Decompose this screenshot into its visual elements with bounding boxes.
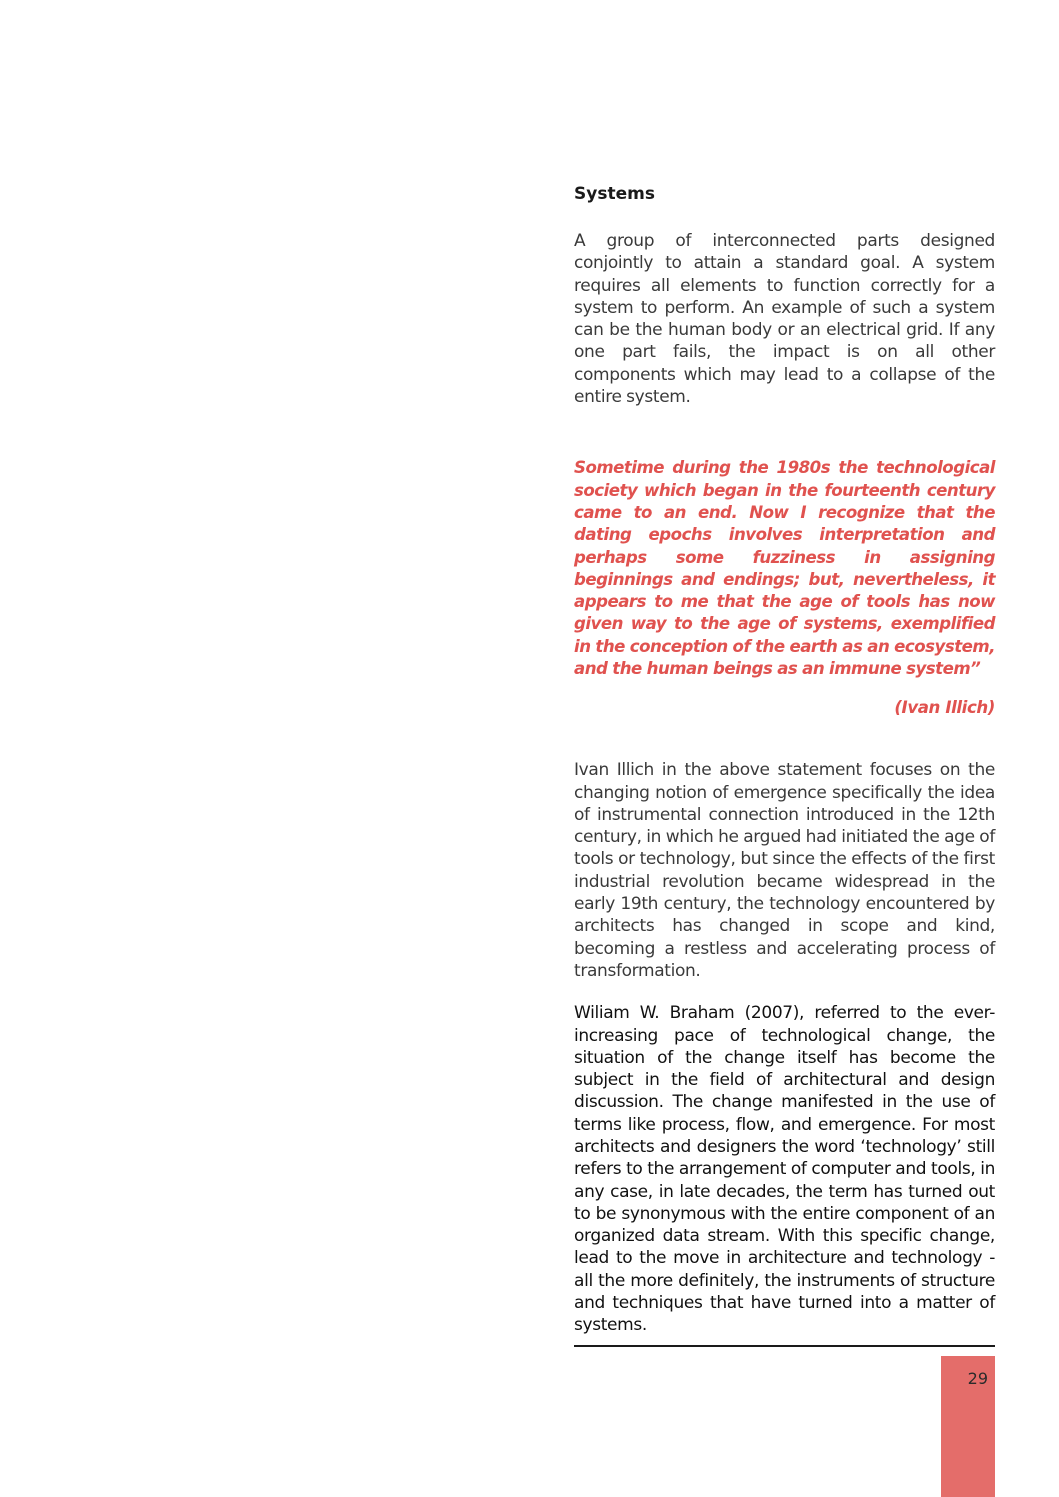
footer-divider — [574, 1345, 995, 1347]
page-number-tab — [941, 1356, 995, 1497]
definition-paragraph: A group of interconnected parts designed conjointly to attain a standard goal. A system requires all elements to function correctly for a system to perform. An example of such a system can be the human body or an electrical grid. If any one part fails, the impact is on all other components which may lead to a collapse of the entire system. — [574, 231, 995, 408]
page-number: 29 — [967, 1369, 988, 1388]
quote-author: (Ivan Illich) — [894, 697, 995, 717]
text-column — [574, 182, 995, 1337]
quote-text: Sometime during the 1980s the technological society which began in the fourteenth century came to an end. Now I recognize that the dating epochs involves interpretation and perhaps some fuzziness in assigning beginnings and endings; but, nevertheless, it appears to me that the age of tools has now given way to the age of systems, exemplified in the conception of the earth as an ecosystem, and the human beings as an immune system” — [574, 458, 995, 679]
pull-quote — [574, 457, 995, 719]
section-heading: Systems — [574, 184, 655, 204]
braham-paragraph: Wiliam W. Braham (2007), referred to the ever-increasing pace of technological change, the situation of the change itself has become the subject in the field of architectural and design discussion. The change manifested in the use of terms like process, flow, and emergence. For most architects and designers the word ‘technology’ still refers to the arrangement of computer and tools, in any case, in late decades, the term has turned out to be synonymous with the entire component of an organized data stream. With this specific change, lead to the move in architecture and technology - all the more definitely, the instruments of structure and techniques that have turned into a matter of systems. — [574, 1003, 995, 1336]
illich-paragraph: Ivan Illich in the above statement focuses on the changing notion of emergence specifically the idea of instrumental connection introduced in the 12th century, in which he argued had initiated the age of tools or technology, but since the effects of the first industrial revolution became widespread in the early 19th century, the technology encountered by architects has changed in scope and kind, becoming a restless and accelerating process of transformation. — [574, 760, 995, 981]
